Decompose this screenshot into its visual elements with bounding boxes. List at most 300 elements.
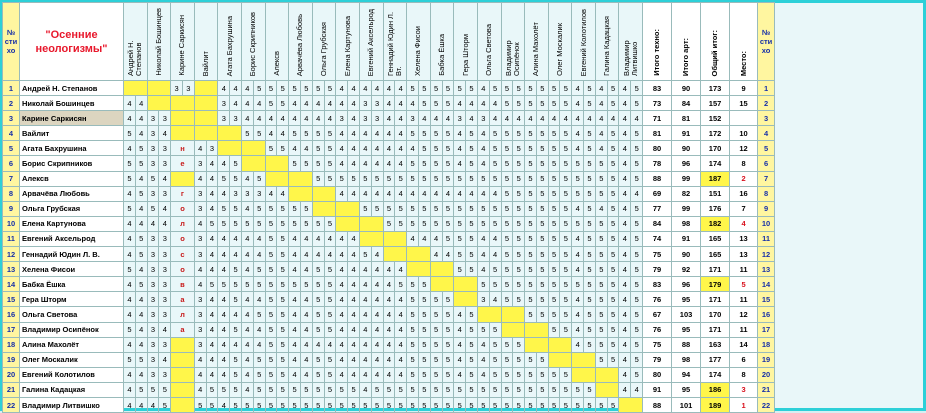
score-cell: 5: [560, 186, 572, 201]
score-cell: 4: [194, 352, 206, 367]
tech-total: 74: [643, 231, 672, 246]
score-cell: 4: [230, 307, 242, 322]
score-cell: 4: [253, 231, 265, 246]
judge-name: Галина Кадацкая: [602, 16, 612, 76]
score-cell: 4: [206, 231, 218, 246]
score-cell: 5: [584, 156, 596, 171]
score-cell: 4: [336, 126, 348, 141]
score-cell: 5: [442, 337, 454, 352]
score-cell: 5: [218, 277, 230, 292]
score-cell: 4: [253, 96, 265, 111]
row-number: 19: [3, 352, 20, 367]
score-cell: 5: [230, 201, 242, 216]
score-cell: 3: [182, 81, 194, 96]
score-cell: 4: [536, 111, 548, 126]
score-cell: 5: [135, 156, 147, 171]
score-cell: 5: [253, 262, 265, 277]
letter-cell: в: [171, 277, 195, 292]
score-cell: 5: [312, 216, 324, 231]
score-cell: 4: [383, 352, 395, 367]
place: 7: [730, 201, 758, 216]
row-number-right: 10: [758, 216, 775, 231]
score-cell: 5: [454, 231, 466, 246]
art-total: 90: [672, 81, 701, 96]
score-cell: 5: [631, 201, 643, 216]
score-cell: 5: [265, 262, 277, 277]
score-cell: 5: [300, 397, 312, 412]
self-cell: [171, 367, 195, 382]
score-cell: 4: [560, 111, 572, 126]
score-cell: 5: [501, 397, 513, 412]
score-cell: 5: [300, 156, 312, 171]
row-number: 5: [3, 141, 20, 156]
score-cell: 5: [548, 277, 560, 292]
score-cell: 5: [584, 171, 596, 186]
score-cell: 4: [336, 186, 348, 201]
score-cell: 5: [253, 126, 265, 141]
tech-total: 79: [643, 262, 672, 277]
self-cell: [359, 231, 383, 246]
score-cell: 5: [289, 382, 301, 397]
tech-total: 75: [643, 337, 672, 352]
score-cell: 5: [525, 277, 537, 292]
score-cell: 5: [407, 216, 419, 231]
score-cell: 5: [430, 367, 442, 382]
score-cell: 4: [336, 352, 348, 367]
score-cell: 5: [383, 171, 395, 186]
score-cell: 4: [572, 231, 584, 246]
score-cell: 4: [241, 262, 253, 277]
score-cell: 5: [289, 216, 301, 231]
score-cell: 5: [560, 322, 572, 337]
score-cell: 4: [253, 111, 265, 126]
row-number-right: 17: [758, 322, 775, 337]
score-cell: 5: [466, 126, 478, 141]
score-cell: 4: [395, 292, 407, 307]
table-row: [3, 231, 775, 246]
author-name: Олег Москалик: [20, 352, 124, 367]
score-cell: 5: [265, 337, 277, 352]
score-cell: 4: [124, 111, 136, 126]
score-cell: 5: [477, 382, 489, 397]
judge-name: Евгений Аксельрод: [366, 8, 376, 76]
score-cell: 4: [466, 186, 478, 201]
score-cell: 5: [289, 201, 301, 216]
score-cell: 4: [230, 96, 242, 111]
score-cell: 5: [466, 322, 478, 337]
grand-total: 182: [701, 216, 730, 231]
tech-total: 69: [643, 186, 672, 201]
score-cell: 5: [501, 201, 513, 216]
column-header-judge: [194, 3, 218, 81]
score-cell: 4: [230, 231, 242, 246]
score-cell: 5: [418, 397, 430, 412]
score-cell: 5: [159, 382, 171, 397]
score-cell: 4: [194, 277, 206, 292]
letter-cell: с: [171, 247, 195, 262]
score-cell: 4: [477, 81, 489, 96]
table-row: [3, 141, 775, 156]
score-cell: 4: [289, 262, 301, 277]
score-cell: 5: [289, 277, 301, 292]
score-cell: 5: [572, 216, 584, 231]
score-cell: 4: [159, 201, 171, 216]
tech-total: 71: [643, 111, 672, 126]
row-number-right: 15: [758, 292, 775, 307]
score-cell: 5: [135, 141, 147, 156]
score-cell: 4: [383, 277, 395, 292]
score-cell: 5: [206, 397, 218, 412]
score-cell: 5: [536, 277, 548, 292]
score-cell: 3: [454, 111, 466, 126]
score-cell: 4: [206, 292, 218, 307]
score-cell: 4: [253, 247, 265, 262]
score-cell: 4: [619, 141, 631, 156]
column-header-judge: [241, 3, 265, 81]
table-row: [3, 292, 775, 307]
place: 11: [730, 292, 758, 307]
score-cell: 4: [442, 247, 454, 262]
column-header-judge: [336, 3, 360, 81]
tech-total: 88: [643, 171, 672, 186]
score-cell: 4: [289, 231, 301, 246]
self-cell: [194, 126, 218, 141]
score-cell: 5: [124, 352, 136, 367]
score-cell: 5: [560, 201, 572, 216]
score-cell: 3: [218, 111, 230, 126]
score-cell: 3: [194, 307, 206, 322]
score-cell: 5: [312, 126, 324, 141]
score-cell: 4: [477, 141, 489, 156]
score-cell: 4: [454, 367, 466, 382]
row-number-right: 14: [758, 277, 775, 292]
score-cell: 5: [407, 156, 419, 171]
score-cell: 5: [253, 307, 265, 322]
score-cell: 5: [230, 277, 242, 292]
grand-total: 152: [701, 111, 730, 126]
column-header-number-right: № сти хо: [758, 3, 775, 81]
score-cell: 5: [407, 292, 419, 307]
column-header-judge: [525, 3, 549, 81]
judge-name: Владимир Литвишко: [621, 40, 639, 76]
score-cell: 4: [124, 382, 136, 397]
score-cell: 5: [442, 201, 454, 216]
score-cell: 4: [348, 277, 360, 292]
score-cell: 5: [501, 126, 513, 141]
score-cell: 4: [289, 322, 301, 337]
score-cell: 5: [513, 352, 525, 367]
author-name: Алексв: [20, 171, 124, 186]
score-cell: 5: [418, 322, 430, 337]
row-number-right: 20: [758, 367, 775, 382]
score-cell: 5: [595, 231, 607, 246]
score-cell: 5: [560, 231, 572, 246]
table-row: [3, 367, 775, 382]
score-cell: 4: [489, 247, 501, 262]
score-cell: 3: [147, 186, 159, 201]
score-cell: 4: [135, 126, 147, 141]
score-cell: 5: [489, 322, 501, 337]
score-cell: 5: [418, 352, 430, 367]
score-cell: 5: [631, 322, 643, 337]
score-cell: 4: [454, 337, 466, 352]
score-cell: 5: [489, 126, 501, 141]
score-cell: 4: [300, 96, 312, 111]
score-cell: 5: [525, 231, 537, 246]
score-cell: 4: [371, 141, 383, 156]
score-cell: 5: [324, 292, 336, 307]
row-number: 4: [3, 126, 20, 141]
score-cell: 4: [477, 367, 489, 382]
letter-cell: о: [171, 262, 195, 277]
row-number-right: 4: [758, 126, 775, 141]
score-cell: 5: [525, 126, 537, 141]
score-cell: 5: [454, 171, 466, 186]
score-cell: 4: [619, 367, 631, 382]
judge-name: Андрей Н. Степанов: [126, 40, 144, 76]
row-number: 8: [3, 186, 20, 201]
place: 13: [730, 231, 758, 246]
score-cell: 4: [619, 352, 631, 367]
judge-name: Евгений Колотилов: [578, 8, 588, 76]
author-name: Ольга Грубская: [20, 201, 124, 216]
score-cell: 3: [241, 186, 253, 201]
self-cell: [171, 126, 195, 141]
score-cell: 4: [395, 111, 407, 126]
score-cell: 5: [560, 397, 572, 412]
score-cell: 5: [536, 216, 548, 231]
score-cell: 5: [289, 397, 301, 412]
sheet-title: "Осенние неологизмы": [20, 3, 124, 81]
score-cell: 4: [265, 126, 277, 141]
score-cell: 5: [241, 126, 253, 141]
score-cell: 5: [359, 201, 371, 216]
author-name: Карине Саркисян: [20, 111, 124, 126]
art-total: 95: [672, 292, 701, 307]
self-cell: [454, 292, 478, 307]
self-cell: [595, 367, 619, 382]
score-cell: 3: [159, 262, 171, 277]
row-number-right: 13: [758, 262, 775, 277]
score-cell: 5: [206, 216, 218, 231]
column-header-judge: [548, 3, 572, 81]
self-cell: [289, 171, 313, 186]
score-cell: 4: [383, 186, 395, 201]
score-cell: 4: [206, 262, 218, 277]
score-cell: 5: [560, 307, 572, 322]
score-cell: 5: [584, 262, 596, 277]
score-cell: 4: [477, 156, 489, 171]
score-cell: 5: [395, 216, 407, 231]
art-total: 99: [672, 201, 701, 216]
score-cell: 4: [442, 111, 454, 126]
score-cell: 5: [489, 397, 501, 412]
score-cell: 4: [407, 96, 419, 111]
author-name: Ольга Светова: [20, 307, 124, 322]
score-cell: 5: [560, 216, 572, 231]
score-cell: 4: [218, 156, 230, 171]
score-cell: 4: [430, 111, 442, 126]
score-cell: 5: [513, 397, 525, 412]
row-number: 21: [3, 382, 20, 397]
score-cell: 5: [324, 277, 336, 292]
score-cell: 4: [135, 262, 147, 277]
score-cell: 4: [466, 111, 478, 126]
score-cell: 5: [466, 367, 478, 382]
table-row: [3, 262, 775, 277]
score-cell: 5: [289, 156, 301, 171]
letter-cell: о: [171, 201, 195, 216]
score-cell: 3: [159, 186, 171, 201]
score-cell: 5: [466, 247, 478, 262]
score-cell: 5: [312, 141, 324, 156]
score-cell: 5: [631, 247, 643, 262]
score-cell: 5: [466, 171, 478, 186]
score-cell: 5: [584, 292, 596, 307]
score-cell: 5: [513, 171, 525, 186]
self-cell: [289, 186, 313, 201]
score-cell: 5: [265, 201, 277, 216]
place: 3: [730, 382, 758, 397]
row-number: 11: [3, 231, 20, 246]
score-cell: 4: [501, 111, 513, 126]
score-cell: 4: [572, 111, 584, 126]
score-cell: 5: [631, 367, 643, 382]
score-cell: 4: [124, 307, 136, 322]
score-cell: 5: [324, 216, 336, 231]
score-cell: 5: [265, 247, 277, 262]
score-cell: 5: [560, 141, 572, 156]
row-number: 9: [3, 201, 20, 216]
score-cell: 5: [430, 352, 442, 367]
score-cell: 4: [489, 96, 501, 111]
grand-total: 176: [701, 201, 730, 216]
score-cell: 4: [607, 111, 619, 126]
score-cell: 4: [619, 337, 631, 352]
score-cell: 5: [607, 397, 619, 412]
score-cell: 4: [477, 337, 489, 352]
judge-name: Алина Махолёт: [531, 21, 541, 76]
score-cell: 4: [241, 96, 253, 111]
score-cell: 5: [584, 201, 596, 216]
score-cell: 5: [501, 352, 513, 367]
score-cell: 5: [548, 186, 560, 201]
self-cell: [336, 201, 360, 216]
score-cell: 5: [442, 231, 454, 246]
score-cell: 4: [371, 186, 383, 201]
score-cell: 4: [383, 96, 395, 111]
score-cell: 5: [430, 156, 442, 171]
score-cell: 5: [253, 201, 265, 216]
score-cell: 5: [312, 292, 324, 307]
score-cell: 4: [572, 126, 584, 141]
score-cell: 5: [560, 382, 572, 397]
score-cell: 4: [359, 337, 371, 352]
judge-name: Ольга Светова: [484, 24, 494, 76]
self-cell: [430, 262, 454, 277]
header-label: Место:: [738, 50, 748, 76]
row-number: 3: [3, 111, 20, 126]
place: 1: [730, 397, 758, 412]
score-cell: 4: [124, 247, 136, 262]
score-cell: 5: [395, 201, 407, 216]
place: 8: [730, 367, 758, 382]
score-cell: 4: [572, 141, 584, 156]
table-row: [3, 216, 775, 231]
column-header-judge: [572, 3, 596, 81]
author-name: Галина Кадацкая: [20, 382, 124, 397]
column-header-total: [701, 3, 730, 81]
score-cell: 5: [206, 277, 218, 292]
place: [730, 111, 758, 126]
score-cell: 4: [430, 231, 442, 246]
table-row: [3, 96, 775, 111]
score-cell: 3: [336, 111, 348, 126]
score-cell: 4: [300, 262, 312, 277]
score-cell: 3: [147, 126, 159, 141]
table-row: [3, 247, 775, 262]
score-cell: 5: [135, 186, 147, 201]
score-cell: 4: [324, 96, 336, 111]
score-cell: 5: [277, 231, 289, 246]
score-cell: 4: [159, 322, 171, 337]
score-cell: 5: [265, 322, 277, 337]
score-cell: 5: [430, 307, 442, 322]
score-cell: 5: [477, 171, 489, 186]
score-cell: 5: [501, 382, 513, 397]
score-cell: 5: [418, 216, 430, 231]
score-cell: 5: [631, 171, 643, 186]
score-cell: 4: [584, 111, 596, 126]
score-cell: 5: [430, 292, 442, 307]
score-cell: 5: [631, 352, 643, 367]
score-cell: 4: [289, 247, 301, 262]
self-cell: [572, 352, 596, 367]
self-cell: [171, 382, 195, 397]
score-cell: 4: [619, 216, 631, 231]
column-header-number: № сти хо: [3, 3, 20, 81]
score-cell: 5: [442, 292, 454, 307]
table-row: [3, 81, 775, 96]
score-cell: 3: [371, 96, 383, 111]
score-cell: 5: [312, 322, 324, 337]
score-cell: 5: [560, 277, 572, 292]
score-cell: 5: [607, 292, 619, 307]
score-cell: 5: [135, 382, 147, 397]
score-cell: 4: [124, 216, 136, 231]
score-cell: 5: [525, 367, 537, 382]
score-cell: 4: [159, 352, 171, 367]
score-cell: 5: [513, 216, 525, 231]
score-cell: 4: [395, 81, 407, 96]
art-total: 99: [672, 171, 701, 186]
score-cell: 4: [277, 186, 289, 201]
judge-name: Хелена Фисои: [413, 26, 423, 76]
score-cell: 4: [124, 292, 136, 307]
score-cell: 4: [348, 322, 360, 337]
score-cell: 5: [595, 262, 607, 277]
score-cell: 5: [430, 81, 442, 96]
score-cell: 5: [584, 126, 596, 141]
table-row: [3, 307, 775, 322]
column-header-judge: [218, 3, 242, 81]
score-cell: 5: [124, 126, 136, 141]
score-cell: 5: [536, 397, 548, 412]
score-cell: 3: [159, 231, 171, 246]
score-cell: 5: [371, 171, 383, 186]
score-cell: 5: [442, 382, 454, 397]
score-cell: 5: [324, 156, 336, 171]
